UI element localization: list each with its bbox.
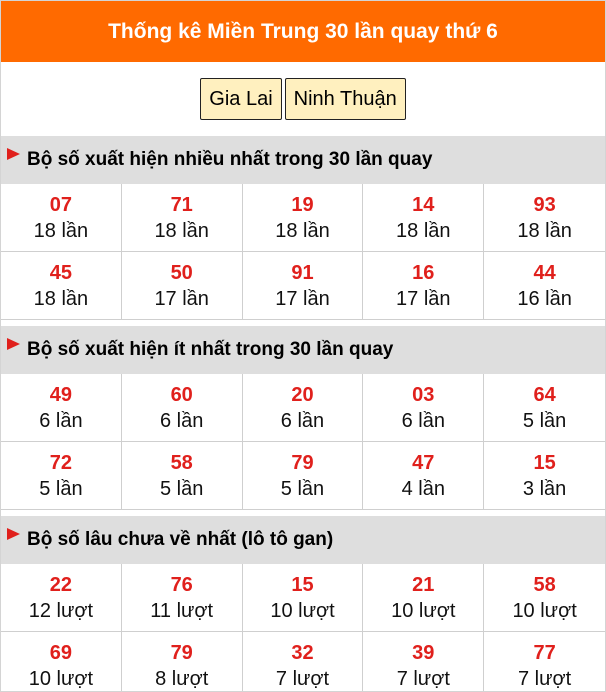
section-title-emphasis: nhiều <box>173 149 225 170</box>
lottery-number: 45 <box>49 261 73 284</box>
occurrence-count: 5 lần <box>160 477 204 500</box>
province-tabs <box>1 62 605 136</box>
section-title-lo-gan <box>1 516 605 564</box>
lottery-number: 58 <box>533 573 556 596</box>
lottery-number: 14 <box>412 193 435 216</box>
occurrence-count: 5 lần <box>280 477 325 500</box>
lottery-number: 79 <box>170 641 193 664</box>
number-cell <box>243 184 364 252</box>
red-flag-icon <box>7 148 20 160</box>
lottery-number: 44 <box>533 261 556 284</box>
occurrence-count: 12 lượt <box>28 599 94 622</box>
number-cell <box>122 442 243 510</box>
number-cell <box>243 564 364 632</box>
lottery-number: 49 <box>49 383 73 406</box>
red-flag-icon <box>7 338 20 350</box>
lottery-number: 79 <box>291 451 314 474</box>
lottery-number: 64 <box>533 383 556 406</box>
lo-gan-grid <box>1 564 605 692</box>
number-cell <box>1 632 122 692</box>
number-cell <box>1 252 122 320</box>
lottery-number: 50 <box>170 261 193 284</box>
least-frequent-grid <box>1 374 605 510</box>
occurrence-count: 10 lượt <box>391 599 456 622</box>
section-title-prefix: Bộ số xuất hiện <box>27 149 169 170</box>
number-cell <box>363 564 484 632</box>
occurrence-count: 8 lượt <box>155 667 209 690</box>
number-cell <box>484 184 605 252</box>
number-cell <box>363 184 484 252</box>
number-cell <box>363 374 484 442</box>
number-cell <box>122 564 243 632</box>
occurrence-count: 7 lượt <box>275 667 330 690</box>
number-cell <box>122 632 243 692</box>
number-cell <box>122 374 243 442</box>
lottery-number: 71 <box>170 193 193 216</box>
occurrence-count: 11 lượt <box>150 599 214 622</box>
occurrence-count: 5 lần <box>39 477 83 500</box>
lottery-number: 72 <box>49 451 73 474</box>
occurrence-count: 6 lần <box>401 409 445 432</box>
number-cell <box>363 632 484 692</box>
number-cell <box>484 374 605 442</box>
occurrence-count: 10 lượt <box>28 667 94 690</box>
occurrence-count: 18 lần <box>154 219 209 242</box>
lottery-number: 07 <box>49 193 73 216</box>
lottery-number: 93 <box>533 193 556 216</box>
occurrence-count: 18 lần <box>517 219 572 242</box>
section-title-suffix: nhất trong 30 lần quay <box>229 149 433 170</box>
occurrence-count: 10 lượt <box>270 599 335 622</box>
section-title-emphasis: (lô tô gan) <box>241 529 334 550</box>
lottery-number: 22 <box>49 573 73 596</box>
lottery-number: 39 <box>412 641 435 664</box>
number-cell <box>1 442 122 510</box>
occurrence-count: 5 lần <box>522 409 567 432</box>
number-cell <box>484 564 605 632</box>
section-title-suffix: nhất trong 30 lần quay <box>190 339 394 360</box>
occurrence-count: 7 lượt <box>396 667 450 690</box>
number-cell <box>484 252 605 320</box>
number-cell <box>484 442 605 510</box>
tab-ninh-thuan[interactable]: Ninh Thuận <box>285 78 406 120</box>
occurrence-count: 10 lượt <box>512 599 577 622</box>
number-cell <box>122 252 243 320</box>
occurrence-count: 6 lần <box>39 409 83 432</box>
number-cell <box>243 252 364 320</box>
occurrence-count: 18 lần <box>33 219 89 242</box>
number-cell <box>363 252 484 320</box>
lottery-number: 60 <box>170 383 193 406</box>
occurrence-count: 17 lần <box>275 287 330 310</box>
occurrence-count: 18 lần <box>275 219 330 242</box>
occurrence-count: 16 lần <box>517 287 572 310</box>
occurrence-count: 4 lần <box>401 477 445 500</box>
occurrence-count: 17 lần <box>396 287 451 310</box>
lottery-number: 19 <box>291 193 314 216</box>
section-title-prefix: Bộ số lâu chưa về nhất <box>27 529 237 550</box>
occurrence-count: 7 lượt <box>518 667 572 690</box>
lottery-number: 47 <box>412 451 435 474</box>
lottery-number: 58 <box>170 451 193 474</box>
occurrence-count: 18 lần <box>33 287 89 310</box>
occurrence-count: 18 lần <box>396 219 451 242</box>
lottery-number: 32 <box>291 641 314 664</box>
red-flag-icon <box>7 528 20 540</box>
number-cell <box>243 632 364 692</box>
number-cell <box>363 442 484 510</box>
section-title-prefix: Bộ số xuất hiện <box>27 339 169 360</box>
section-title-most-frequent <box>1 136 605 184</box>
number-cell <box>1 184 122 252</box>
number-cell <box>1 564 122 632</box>
lottery-number: 69 <box>49 641 73 664</box>
lottery-number: 21 <box>412 573 435 596</box>
lottery-number: 15 <box>291 573 314 596</box>
occurrence-count: 17 lần <box>154 287 209 310</box>
lottery-number: 77 <box>533 641 556 664</box>
number-cell <box>243 374 364 442</box>
lottery-number: 16 <box>412 261 435 284</box>
number-cell <box>1 374 122 442</box>
section-title-emphasis: ít <box>173 339 186 360</box>
page-title: Thống kê Miền Trung 30 lần quay thứ 6 <box>1 1 605 62</box>
occurrence-count: 3 lần <box>522 477 567 500</box>
lottery-number: 20 <box>291 383 314 406</box>
lottery-number: 03 <box>412 383 435 406</box>
section-title-least-frequent <box>1 326 605 374</box>
occurrence-count: 6 lần <box>160 409 204 432</box>
number-cell <box>243 442 364 510</box>
most-frequent-grid <box>1 184 605 320</box>
number-cell <box>122 184 243 252</box>
lottery-number: 76 <box>170 573 193 596</box>
lottery-number: 91 <box>291 261 314 284</box>
lottery-number: 15 <box>533 451 556 474</box>
occurrence-count: 6 lần <box>280 409 325 432</box>
tab-gia-lai[interactable]: Gia Lai <box>200 78 281 120</box>
number-cell <box>484 632 605 692</box>
